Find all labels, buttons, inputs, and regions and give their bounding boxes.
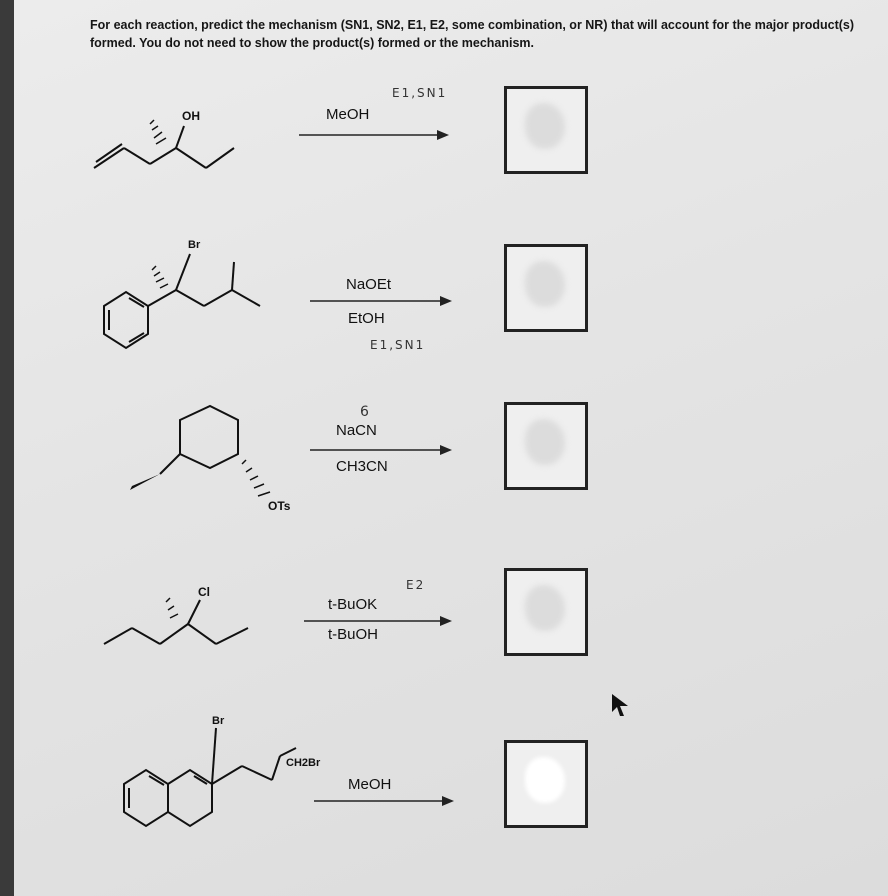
reaction-2 [14, 222, 888, 372]
substrate-structure-1 [84, 90, 264, 190]
answer-box-4[interactable] [504, 568, 588, 656]
reaction-5 [14, 700, 888, 850]
reaction-arrow-5 [314, 794, 454, 808]
handwritten-note-3: 6 [360, 404, 371, 420]
worksheet [14, 0, 888, 896]
substrate-structure-3 [120, 398, 320, 528]
reagent-2-bottom: EtOH [348, 310, 385, 327]
substrate-3-label: OTs [268, 499, 291, 513]
answer-box-3[interactable] [504, 402, 588, 490]
handwritten-note-4: E2 [406, 578, 426, 592]
substrate-5-label: Br [212, 715, 225, 727]
substrate-2-label: Br [188, 239, 201, 251]
answer-box-2[interactable] [504, 244, 588, 332]
reagent-1-top: MeOH [326, 106, 370, 123]
smudge-3 [525, 419, 565, 465]
substrate-structure-5 [114, 704, 344, 844]
handwritten-note-1: E1,SN1 [392, 86, 448, 100]
reagent-2-top: NaOEt [346, 276, 392, 293]
answer-box-5[interactable] [504, 740, 588, 828]
smudge-4 [525, 585, 565, 631]
smudge-2 [525, 261, 565, 307]
reagent-5-bottom: MeOH [348, 776, 392, 793]
instructions-text: For each reaction, predict the mechanism (SN1, SN2, E1, E2, some combination, or NR) that will account for the major product(s) formed. You do not need to show the product(s) formed or the mechanism. [90, 18, 855, 50]
reagent-3-bottom: CH3CN [336, 458, 388, 475]
substrate-structure-2 [94, 226, 294, 366]
answer-box-1[interactable] [504, 86, 588, 174]
substrate-structure-4 [98, 570, 278, 670]
reaction-1 [14, 80, 888, 200]
reagent-4-top: t-BuOK [328, 596, 378, 613]
handwritten-note-2: E1,SN1 [370, 338, 426, 352]
smudge-1 [525, 103, 565, 149]
substrate-1-label: OH [182, 109, 200, 123]
smudge-5 [525, 757, 565, 803]
reaction-3 [14, 392, 888, 532]
substrate-4-label: Cl [198, 585, 210, 599]
reaction-arrow-3 [310, 443, 452, 457]
reaction-4 [14, 560, 888, 680]
substrate-5-label-ch2br: CH2Br [286, 757, 321, 769]
reaction-arrow-1 [299, 128, 449, 142]
reagent-3-top: NaCN [336, 422, 377, 439]
reagent-4-bottom: t-BuOH [328, 626, 379, 643]
reaction-arrow-2 [310, 294, 452, 308]
mouse-cursor-icon [610, 692, 632, 718]
